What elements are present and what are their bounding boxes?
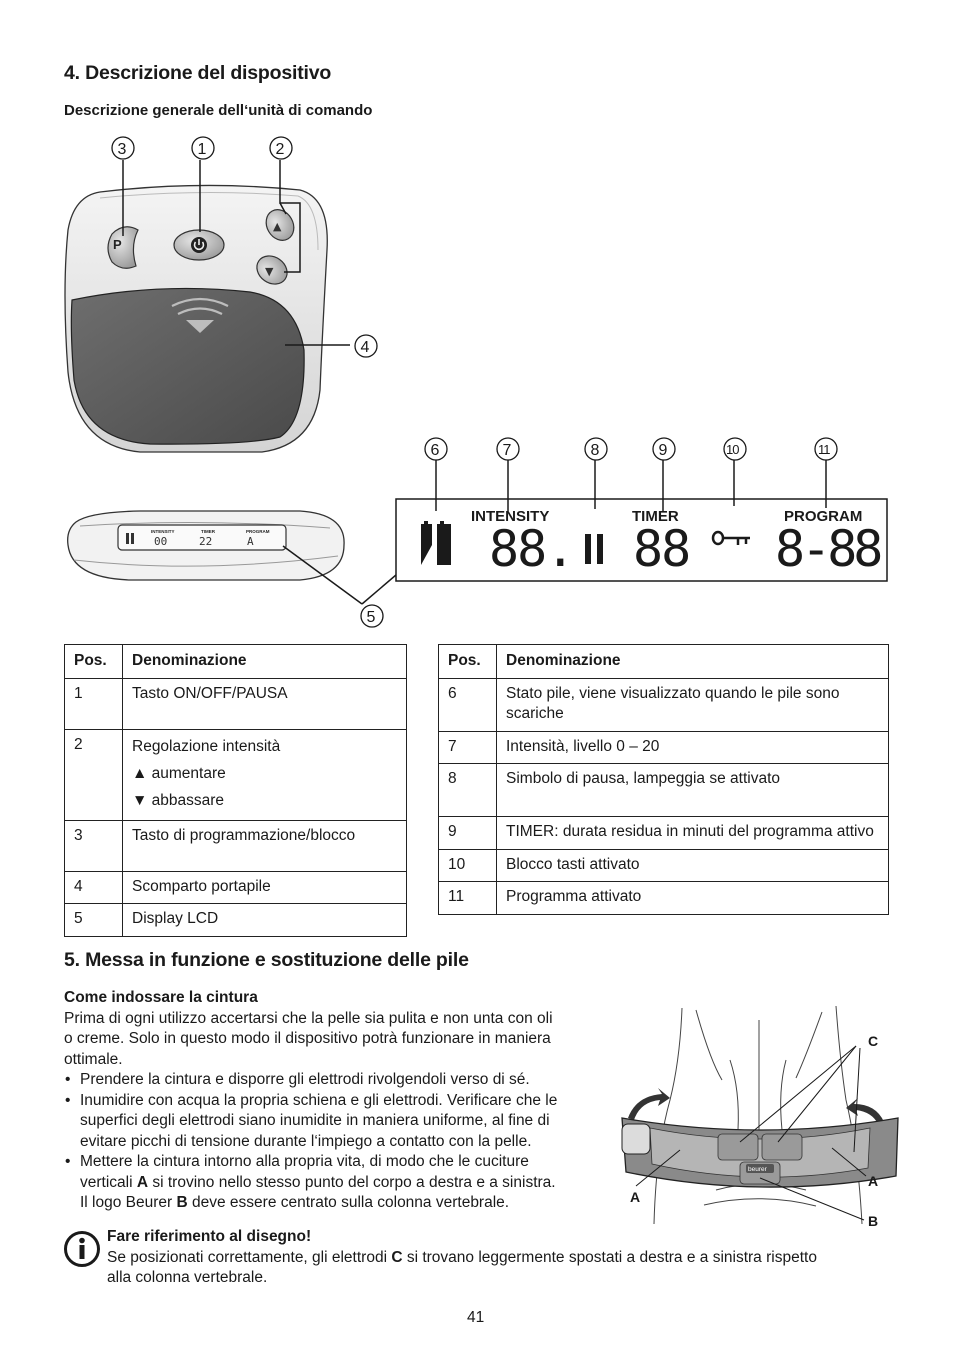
- svg-text:5: 5: [366, 609, 376, 626]
- list-item: • Prendere la cintura e disporre gli elettrodi rivolgendoli verso di sé.: [64, 1070, 599, 1091]
- table-row: 6 Stato pile, viene visualizzato quando le pile sono scariche: [439, 678, 889, 731]
- svg-text:3: 3: [117, 141, 127, 158]
- lcd-intensity-label: INTENSITY: [471, 508, 550, 525]
- p-button-label: P: [113, 237, 122, 252]
- right-arrow-icon: [846, 1098, 884, 1124]
- small-lcd-timer-value: 22: [199, 535, 213, 548]
- lcd-timer-label: TIMER: [632, 508, 679, 525]
- svg-text:7: 7: [502, 442, 512, 459]
- small-lcd-program-label: PROGRAM: [246, 529, 270, 534]
- table-row: 8 Simbolo di pausa, lampeggia se attivato: [439, 764, 889, 817]
- table-row: 5 Display LCD: [65, 904, 407, 937]
- battery-compartment: [71, 288, 304, 444]
- label-a-right: A: [868, 1173, 879, 1189]
- small-lcd-program-value: A: [247, 535, 254, 548]
- svg-text:8: 8: [590, 442, 600, 459]
- table-header-row: [439, 645, 889, 679]
- instruction-list: [64, 1070, 599, 1214]
- list-item: • Mettere la cintura intorno alla propria vita, di modo che le cuciture verticali A si trovino nello stesso punto del corpo a destra e a sinistra. Il logo Beurer B deve essere centrato sulla colonna vertebrale.: [64, 1152, 599, 1214]
- table-row: 10 Blocco tasti attivato: [439, 849, 889, 882]
- small-lcd-timer-label: TIMER: [201, 529, 215, 534]
- svg-text:9: 9: [658, 442, 668, 459]
- beurer-logo: beurer: [748, 1166, 767, 1173]
- down-arrow-icon: ▼: [265, 265, 274, 278]
- svg-text:6: 6: [430, 442, 440, 459]
- table-row: 7 Intensità, livello 0 – 20: [439, 731, 889, 764]
- list-item: • Inumidire con acqua la propria schiena e gli elettrodi. Verificare che le superfici degli elettrodi siano inumidite in maniera uniforme, al fine di evitare picchi di tensione durante l‘impiego a contatto con la pelle.: [64, 1091, 599, 1153]
- belt-illustration: [600, 1000, 900, 1230]
- section-5-body: Come indossare la cintura Prima di ogni utilizzo accertarsi che la pelle sia pulita e non unta con oli o creme. Solo in questo modo il dispositivo potrà funzionare in maniera ottimale. • Prendere la cintura e disporre gli elettrodi rivolgendoli verso di sé. • Inumidire con acqua la propria schiena e gli elettrodi. Verificare che le superfici degli elettrodi siano inumidite in maniera uniforme, al fine di evitare picchi di tensione durante l‘impiego a contatto con la pelle. • Mettere la cintura intorno alla propria vita, di modo che le cuciture verticali A si trovino nello stesso punto del corpo a destra e a sinistra. Il logo Beurer B deve essere centrato sulla colonna vertebrale.: [64, 988, 599, 1214]
- header-pos: Pos.: [65, 645, 123, 679]
- page-number: 41: [467, 1309, 485, 1326]
- header-denominazione: Denominazione: [123, 645, 407, 679]
- section-4-subtitle: Descrizione generale dell‘unità di comando: [64, 102, 373, 119]
- label-c: C: [868, 1033, 879, 1049]
- table-header-row: [65, 645, 407, 679]
- svg-text:4: 4: [360, 339, 370, 356]
- lcd-timer-digits: 88: [633, 520, 690, 578]
- small-lcd-intensity-label: INTENSITY: [151, 529, 175, 534]
- header-pos: Pos.: [439, 645, 497, 679]
- label-b: B: [868, 1213, 879, 1229]
- info-icon: [63, 1230, 101, 1268]
- note-box: Fare riferimento al disegno! Se posizionati correttamente, gli elettrodi C si trovano leggermente spostati a destra e a sinistra rispetto alla colonna vertebrale.: [107, 1227, 897, 1289]
- note-title: Fare riferimento al disegno!: [107, 1228, 312, 1245]
- section-5-title: 5. Messa in funzione e sostituzione delle pile: [64, 949, 469, 971]
- table-row: 2 Regolazione intensità ▲ aumentare ▼ abbassare: [65, 729, 407, 820]
- svg-text:11: 11: [818, 442, 830, 457]
- lcd-program-label: PROGRAM: [784, 508, 863, 525]
- table-row: 4 Scomparto portapile: [65, 871, 407, 904]
- control-unit-illustration: [0, 0, 954, 640]
- table-row: 1 Tasto ON/OFF/PAUSA: [65, 678, 407, 729]
- table-row: 9 TIMER: durata residua in minuti del programma attivo: [439, 817, 889, 850]
- svg-text:2: 2: [275, 141, 285, 158]
- small-lcd-intensity-value: 00: [154, 535, 168, 548]
- label-a-left: A: [630, 1189, 641, 1205]
- table-row: 3 Tasto di programmazione/blocco: [65, 820, 407, 871]
- table-positions-right: [438, 644, 889, 915]
- left-arrow-icon: [628, 1088, 670, 1120]
- header-denominazione: Denominazione: [497, 645, 889, 679]
- lcd-intensity-digits: 88.: [489, 520, 574, 578]
- lcd-program-digits: 8-88: [775, 520, 880, 578]
- table-positions-left: [64, 644, 407, 937]
- section-5-subtitle: Come indossare la cintura: [64, 989, 258, 1006]
- up-arrow-icon: ▲: [273, 220, 282, 233]
- svg-text:10: 10: [726, 442, 739, 457]
- section-4-title: 4. Descrizione del dispositivo: [64, 62, 332, 84]
- svg-text:1: 1: [197, 141, 207, 158]
- table-row: 11 Programma attivato: [439, 882, 889, 915]
